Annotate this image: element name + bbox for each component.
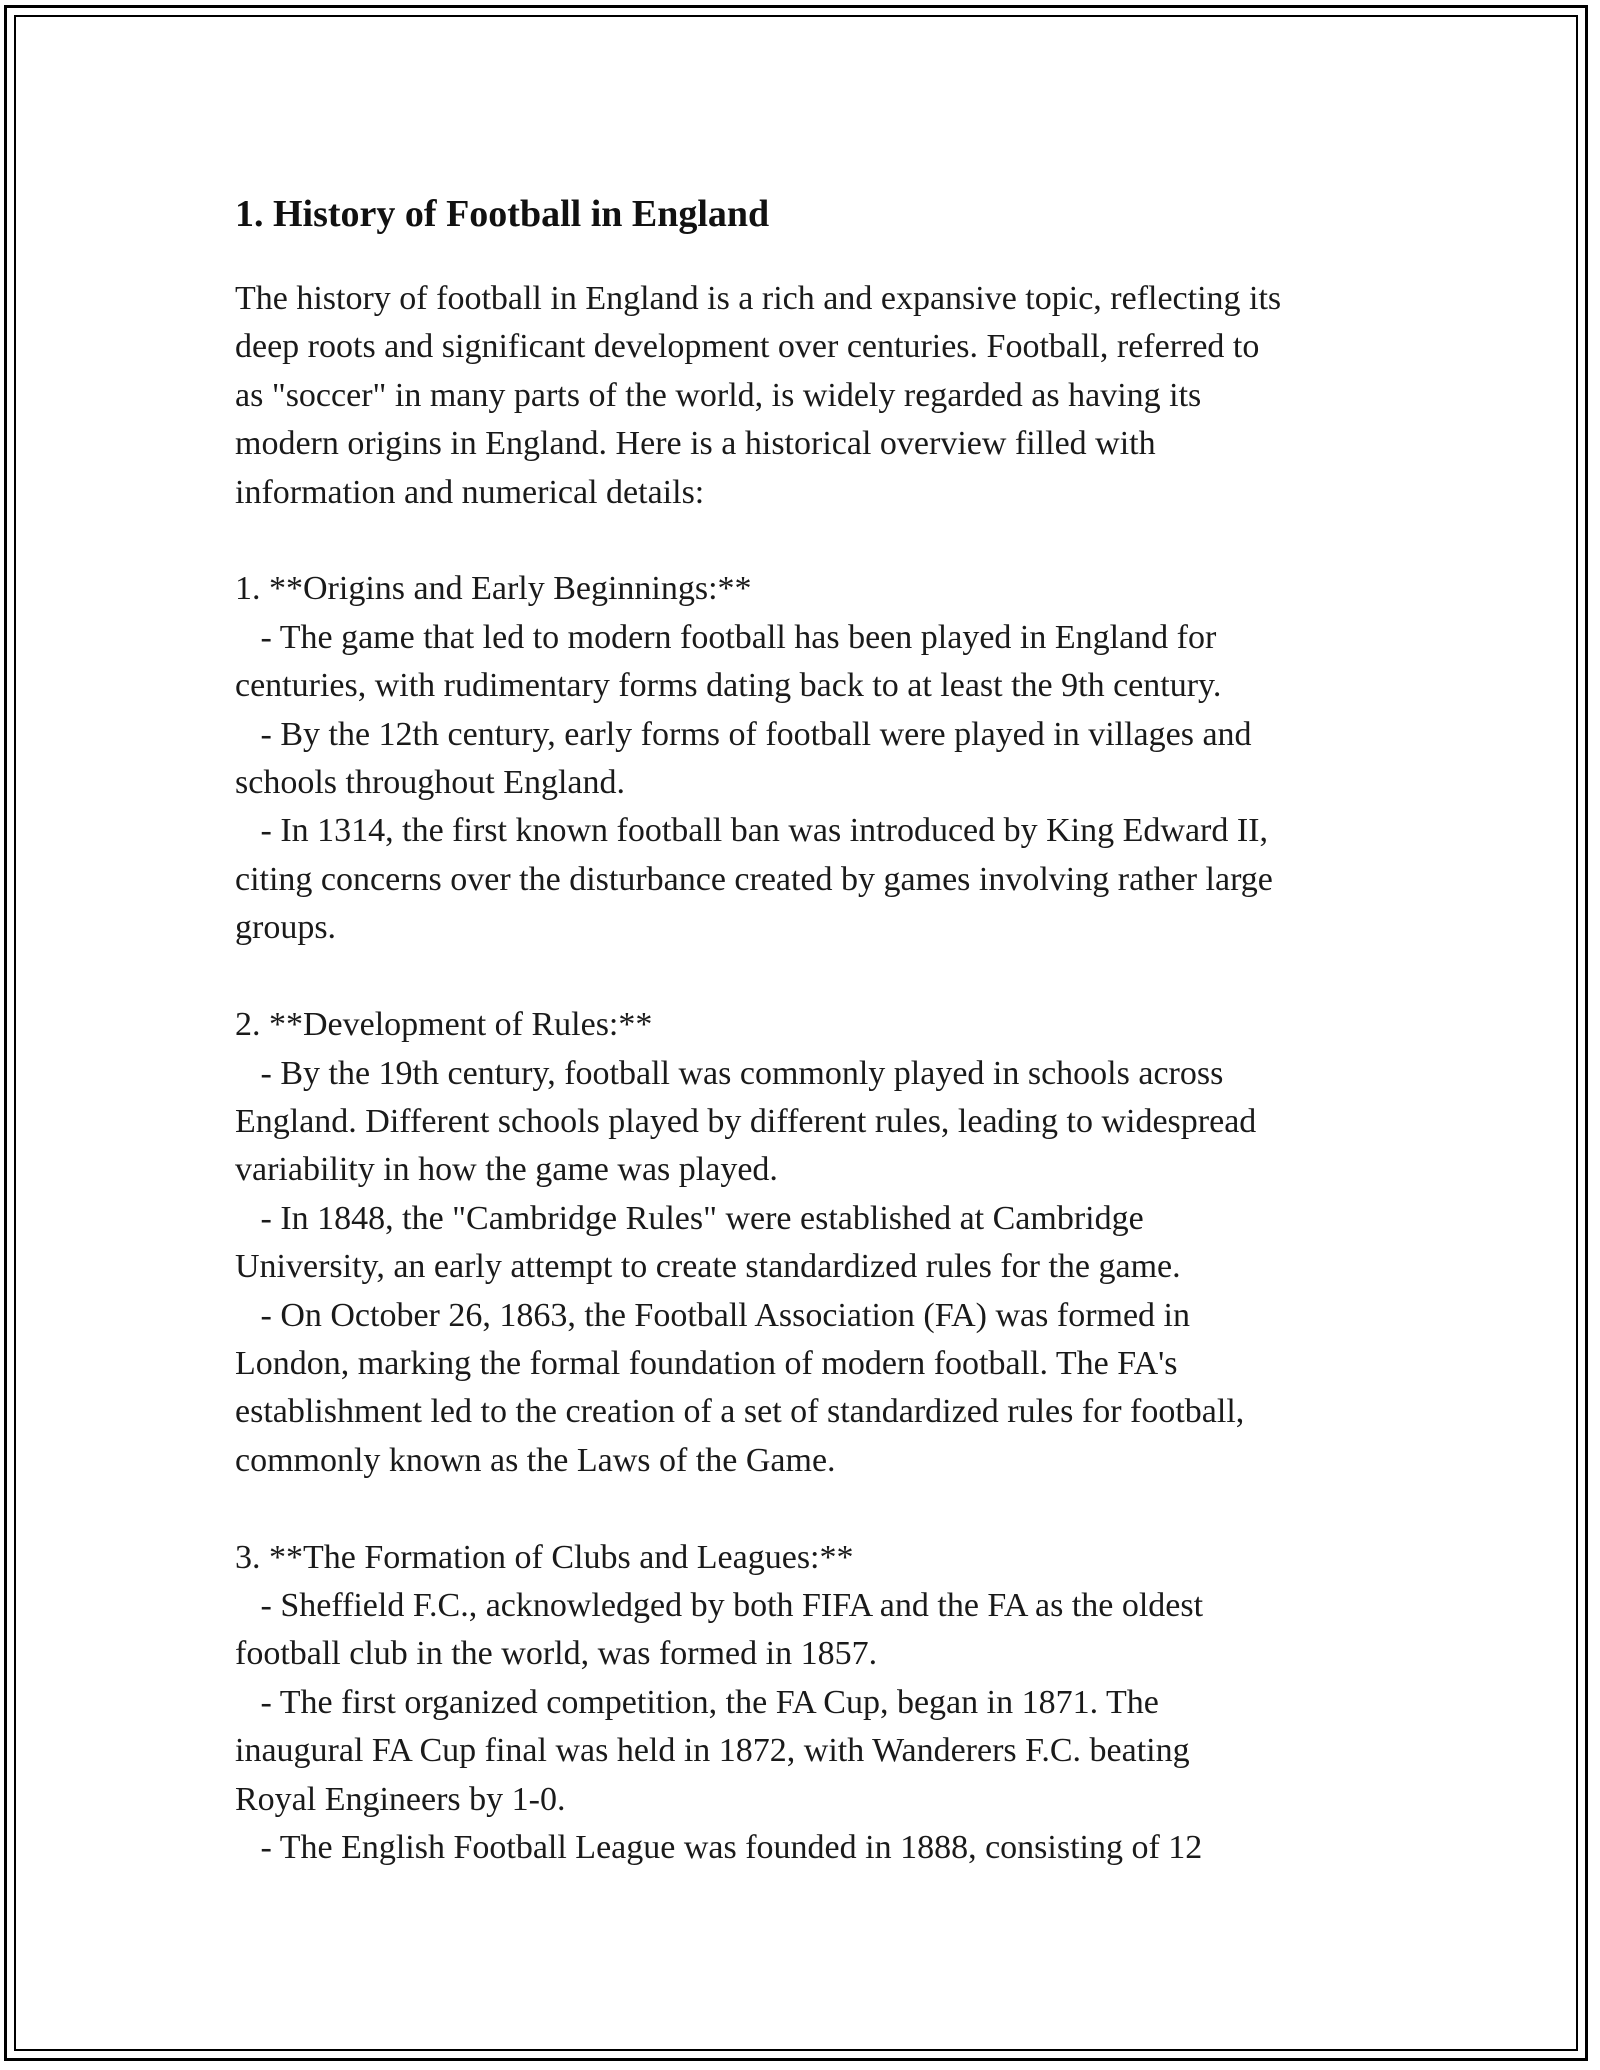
document-title: 1. History of Football in England: [235, 193, 770, 235]
document-body: The history of football in England is a rich and expansive topic, reflecting its deep roots and significant development over centuries. Football, referred to as "soccer" in many parts of the world, is widely regarded as having its modern origins in England. Here is a historical overview filled with information and numerical details: 1. **Origins and Early Beginnings:** - The game that led to modern football has been played in England for centuries, with rudimentary forms dating back to at least the 9th century. - By the 12th century, early forms of football were played in villages and schools throughout England. - In 1314, the first known football ban was introduced by King Edward II, citing concerns over the disturbance created by games involving rather large groups. 2. **Development of Rules:** - By the 19th century, football was commonly played in schools across England. Different schools played by different rules, leading to widespread variability in how the game was played. - In 1848, the "Cambridge Rules" were established at Cambridge University, an early attempt to create standardized rules for the game. - On October 26, 1863, the Football Association (FA) was formed in London, marking the formal foundation of modern football. The FA's establishment led to the creation of a set of standardized rules for football, commonly known as the Laws of the Game. 3. **The Formation of Clubs and Leagues:** - Sheffield F.C., acknowledged by both FIFA and the FA as the oldest football club in the world, was formed in 1857. - The first organized competition, the FA Cup, began in 1871. The inaugural FA Cup final was held in 1872, with Wanderers F.C. beating Royal Engineers by 1-0. - The English Football League was founded in 1888, consisting of 12: [235, 280, 1282, 1866]
document-content: [235, 182, 1375, 1872]
